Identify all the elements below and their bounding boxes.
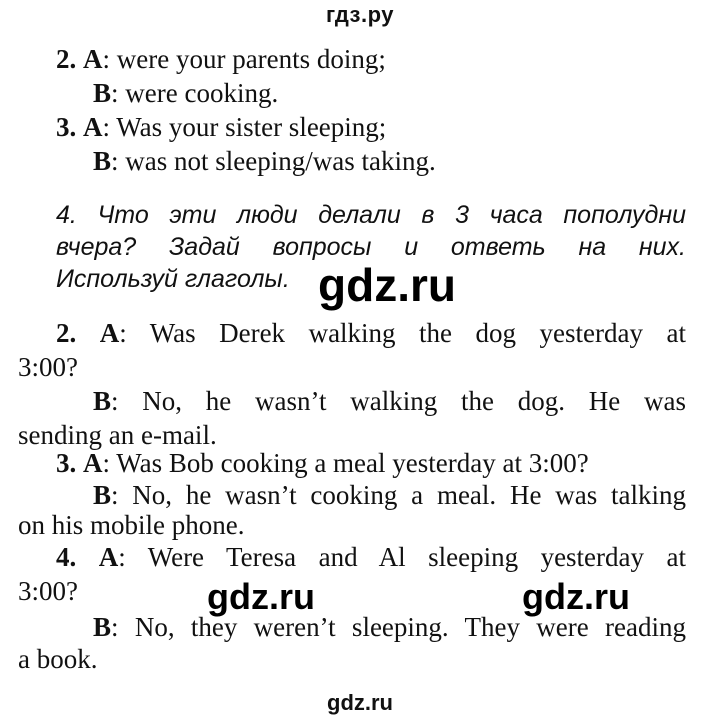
answer-text: : was not sleeping/was taking. [111, 146, 436, 176]
answer-text: : Was Bob cooking a meal yesterday at 3:00? [102, 448, 589, 478]
ex4-item-4-question-cont: 3:00? [18, 576, 78, 606]
answer-text: : Was Derek walking the dog yesterday at [119, 318, 686, 348]
ex4-item-4-answer-cont: a book. [18, 644, 98, 674]
item-number: 3. [56, 112, 77, 142]
ex3-item-3-answer [93, 144, 436, 178]
speaker-a: A [83, 44, 103, 74]
speaker-b: B [93, 386, 112, 416]
ex4-item-2-question-cont: 3:00? [18, 352, 78, 382]
speaker-b: B [93, 480, 112, 510]
speaker-a: A [99, 318, 120, 348]
watermark-right: gdz.ru [522, 576, 630, 617]
ex4-item-2-answer [93, 384, 686, 418]
ex4-item-3-answer [93, 478, 686, 512]
speaker-b: B [93, 612, 112, 642]
ex4-item-4-question [56, 540, 686, 574]
ex3-item-2-question [56, 42, 386, 76]
answer-text: : were your parents doing; [102, 44, 386, 74]
answer-text: : were cooking. [111, 78, 279, 108]
speaker-a: A [98, 542, 119, 572]
answer-text: : Was your sister sleeping; [102, 112, 387, 142]
ex4-instruction-line-3: Используй глаголы. [56, 265, 290, 293]
ex4-item-4-answer [93, 610, 686, 644]
site-footer: gdz.ru [327, 690, 393, 715]
item-number: 2. [56, 318, 77, 348]
ex4-instruction-line-1: 4. Что эти люди делали в 3 часа пополудни [56, 201, 686, 229]
item-number: 4. [56, 542, 77, 572]
ex3-item-2-answer [93, 76, 278, 110]
answer-text: : Were Teresa and Al sleeping yesterday at [118, 542, 686, 572]
answer-text: : No, they weren’t sleeping. They were reading [111, 612, 686, 642]
ex4-item-3-answer-cont: on his mobile phone. [18, 510, 245, 540]
watermark-big: gdz.ru [318, 259, 456, 311]
answer-text: : No, he wasn’t walking the dog. He was [111, 386, 686, 416]
ex4-item-2-question [56, 316, 686, 350]
speaker-a: A [83, 112, 103, 142]
speaker-b: B [93, 78, 112, 108]
ex4-instruction-line-2: вчера? Задай вопросы и ответь на них. [56, 233, 686, 261]
answer-text: : No, he wasn’t cooking a meal. He was talking [111, 480, 686, 510]
speaker-b: B [93, 146, 112, 176]
site-header: гдз.ру [326, 2, 394, 27]
speaker-a: A [83, 448, 103, 478]
ex4-item-2-answer-cont: sending an e-mail. [18, 420, 217, 450]
item-number: 3. [56, 448, 77, 478]
watermark-left: gdz.ru [207, 576, 315, 617]
ex4-item-3-question [56, 446, 589, 480]
ex3-item-3-question [56, 110, 386, 144]
item-number: 2. [56, 44, 77, 74]
